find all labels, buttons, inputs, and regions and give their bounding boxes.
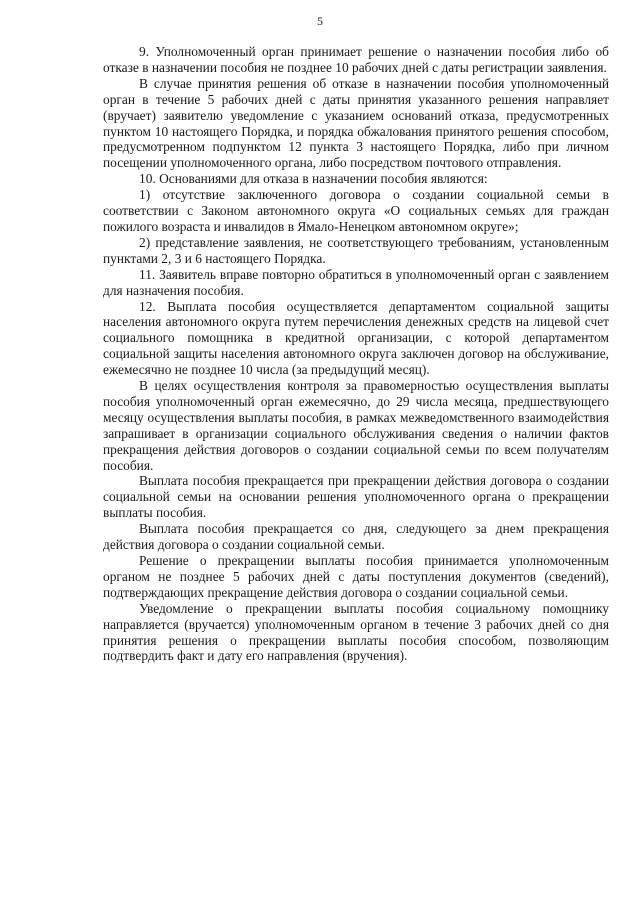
paragraph-termination-notice: Уведомление о прекращении выплаты пособия социальному помощнику направляется (вручается) уполномоченным органом в течение 3 рабочих дней со дня принятия решения о прекращении выплаты пособия способом, позволяющим подтвердить факт и дату его направления (вручения). (103, 600, 609, 664)
paragraph-refusal-notification: В случае принятия решения об отказе в назначении пособия уполномоченный орган в течение 5 рабочих дней с даты принятия указанного решения направляет (вручает) заявителю уведомление с указанием оснований отказа, предусмотренных пунктом 10 настоящего Порядка, и порядка обжалования принятого решения способом, предусмотренном подпунктом 12 пункта 3 настоящего Порядка, либо при личном посещении уполномоченного органа, либо посредством почтового отправления. (103, 75, 609, 171)
paragraph-12-payment: 12. Выплата пособия осуществляется департаментом социальной защиты населения автономного округа путем перечисления денежных средств на лицевой счет социального помощника в кредитной организации, с которой департаментом социальной защиты населения автономного округа заключен договор на обслуживание, ежемесячно не позднее 10 числа (за предыдущий месяц). (103, 298, 609, 378)
paragraph-11-reapplication: 11. Заявитель вправе повторно обратиться в уполномоченный орган с заявлением для назначения пособия. (103, 266, 609, 298)
paragraph-payment-termination: Выплата пособия прекращается при прекращении действия договора о создании социальной семьи на основании решения уполномоченного органа о прекращении выплаты пособия. (103, 473, 609, 521)
page-number: 5 (317, 14, 323, 28)
paragraph-payment-control: В целях осуществления контроля за правомерностью осуществления выплаты пособия уполномоченный орган ежемесячно, до 29 числа месяца, предшествующего месяцу осуществления выплаты пособия, в рамках межведомственного взаимодействия запрашивает в организации социального обслуживания сведения о наличии фактов прекращения действия договоров о создании социальной семьи по всем получателям пособия. (103, 378, 609, 473)
paragraph-10-refusal-grounds: 10. Основаниями для отказа в назначении пособия являются: (139, 171, 488, 187)
paragraph-refusal-ground-1: 1) отсутствие заключенного договора о создании социальной семьи в соответствии с Законом автономного округа «О социальных семьях для граждан пожилого возраста и инвалидов в Ямало-Ненецком автономном округе»; (103, 187, 609, 234)
paragraph-9-decision-deadline: 9. Уполномоченный орган принимает решение о назначении пособия либо об отказе в назначении пособия не позднее 10 рабочих дней с даты регистрации заявления. (103, 44, 609, 75)
paragraph-refusal-ground-2: 2) представление заявления, не соответствующего требованиям, установленным пунктами 2, 3 и 6 настоящего Порядка. (103, 234, 609, 266)
paragraph-termination-decision: Решение о прекращении выплаты пособия принимается уполномоченным органом не позднее 5 рабочих дней с даты поступления документов (сведений), подтверждающих прекращение действия договора о создании социальной семьи. (103, 553, 609, 600)
paragraph-termination-date: Выплата пособия прекращается со дня, следующего за днем прекращения действия договора о создании социальной семьи. (103, 521, 609, 553)
document-body (103, 44, 609, 664)
